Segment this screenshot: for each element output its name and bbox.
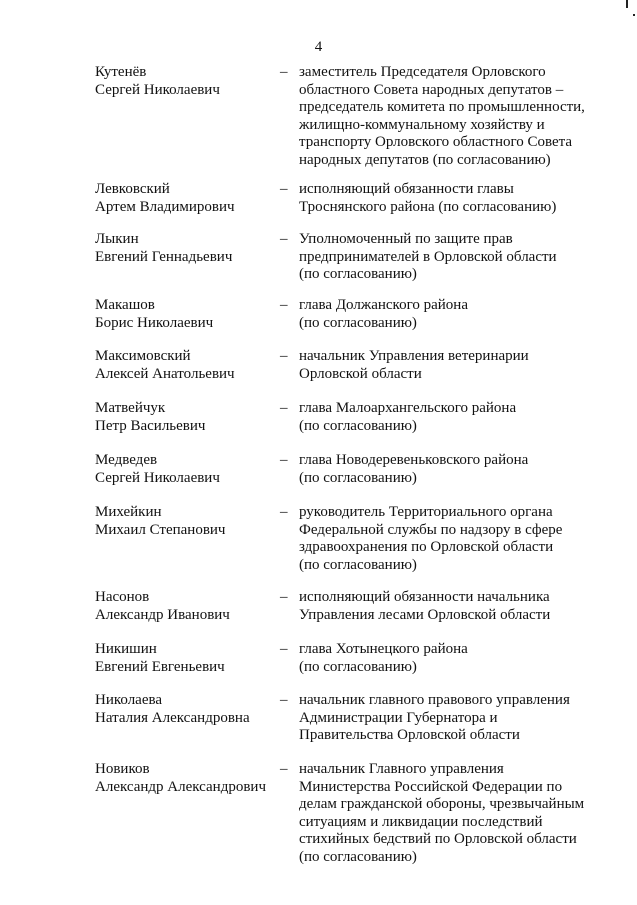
- page-number: 4: [314, 39, 323, 55]
- member-name: [95, 297, 275, 332]
- position-line: транспорту Орловского областного Совета: [299, 134, 573, 151]
- position-line: (по согласованию): [299, 469, 417, 486]
- member-surname: Максимовский: [95, 348, 191, 364]
- member-given-names: Михаил Степанович: [95, 521, 226, 538]
- member-name: [95, 400, 275, 435]
- member-position: [299, 589, 599, 624]
- position-line: заместитель Председателя Орловского: [299, 64, 546, 80]
- position-line: председатель комитета по промышленности,: [299, 99, 585, 116]
- member-position: [299, 231, 599, 284]
- member-name: [95, 692, 275, 727]
- position-line: (по согласованию): [299, 314, 417, 331]
- entry-dash: –: [280, 297, 288, 313]
- entry-dash: –: [280, 231, 288, 247]
- position-line: Министерства Российской Федерации по: [299, 778, 563, 795]
- entry-dash: –: [280, 761, 288, 777]
- position-line: глава Хотынецкого района: [299, 641, 468, 657]
- entry-dash: –: [280, 348, 288, 364]
- member-given-names: Евгений Геннадьевич: [95, 248, 233, 265]
- position-line: жилищно-коммунальному хозяйству и: [299, 116, 545, 133]
- position-line: начальник Управления ветеринарии: [299, 348, 529, 364]
- position-line: руководитель Территориального органа: [299, 504, 553, 520]
- member-surname: Левковский: [95, 181, 170, 197]
- position-line: Правительства Орловской области: [299, 727, 520, 744]
- entry-dash: –: [280, 181, 288, 197]
- position-line: глава Должанского района: [299, 297, 468, 313]
- member-given-names: Александр Александрович: [95, 778, 266, 795]
- member-name: [95, 181, 275, 216]
- scan-artifact: [633, 14, 635, 16]
- position-line: делам гражданской обороны, чрезвычайным: [299, 796, 585, 813]
- entry-dash: –: [280, 641, 288, 657]
- scan-artifact: [626, 0, 628, 8]
- member-surname: Николаева: [95, 692, 163, 708]
- member-name: [95, 761, 275, 796]
- member-name: [95, 589, 275, 624]
- position-line: исполняющий обязанности главы: [299, 181, 514, 197]
- position-line: начальник главного правового управления: [299, 692, 570, 708]
- position-line: стихийных бедствий по Орловской области: [299, 831, 577, 848]
- position-line: начальник Главного управления: [299, 761, 504, 777]
- member-position: [299, 692, 599, 745]
- member-name: [95, 641, 275, 676]
- position-line: Орловской области: [299, 365, 422, 382]
- member-name: [95, 348, 275, 383]
- position-line: Федеральной службы по надзору в сфере: [299, 521, 563, 538]
- position-line: здравоохранения по Орловской области: [299, 539, 554, 556]
- member-surname: Новиков: [95, 761, 150, 777]
- member-position: [299, 400, 599, 435]
- member-position: [299, 297, 599, 332]
- member-name: [95, 452, 275, 487]
- member-name: [95, 231, 275, 266]
- entry-dash: –: [280, 400, 288, 416]
- member-position: [299, 504, 599, 574]
- member-surname: Матвейчук: [95, 400, 166, 416]
- member-position: [299, 641, 599, 676]
- member-position: [299, 348, 599, 383]
- member-surname: Кутенёв: [95, 64, 147, 80]
- member-surname: Макашов: [95, 297, 155, 313]
- member-surname: Лыкин: [95, 231, 139, 247]
- member-given-names: Артем Владимирович: [95, 198, 235, 215]
- member-surname: Медведев: [95, 452, 158, 468]
- position-line: глава Малоархангельского района: [299, 400, 517, 416]
- member-position: [299, 64, 599, 170]
- member-surname: Михейкин: [95, 504, 162, 520]
- member-given-names: Борис Николаевич: [95, 314, 214, 331]
- member-surname: Насонов: [95, 589, 150, 605]
- member-given-names: Алексей Анатольевич: [95, 365, 235, 382]
- member-name: [95, 64, 275, 99]
- member-position: [299, 761, 599, 867]
- position-line: (по согласованию): [299, 556, 417, 573]
- entry-dash: –: [280, 692, 288, 708]
- position-line: (по согласованию): [299, 266, 417, 283]
- position-line: глава Новодеревеньковского района: [299, 452, 529, 468]
- position-line: ситуациям и ликвидации последствий: [299, 813, 543, 830]
- entry-dash: –: [280, 504, 288, 520]
- position-line: (по согласованию): [299, 658, 417, 675]
- member-given-names: Сергей Николаевич: [95, 469, 220, 486]
- entry-dash: –: [280, 589, 288, 605]
- position-line: Управления лесами Орловской области: [299, 606, 551, 623]
- member-given-names: Петр Васильевич: [95, 417, 206, 434]
- member-given-names: Евгений Евгеньевич: [95, 658, 225, 675]
- member-name: [95, 504, 275, 539]
- entry-dash: –: [280, 452, 288, 468]
- member-position: [299, 181, 599, 216]
- position-line: предпринимателей в Орловской области: [299, 248, 557, 265]
- entry-dash: –: [280, 64, 288, 80]
- position-line: Администрации Губернатора и: [299, 709, 498, 726]
- position-line: (по согласованию): [299, 848, 417, 865]
- member-given-names: Александр Иванович: [95, 606, 230, 623]
- position-line: Троснянского района (по согласованию): [299, 198, 557, 215]
- member-given-names: Наталия Александровна: [95, 709, 250, 726]
- position-line: исполняющий обязанности начальника: [299, 589, 550, 605]
- member-position: [299, 452, 599, 487]
- member-given-names: Сергей Николаевич: [95, 81, 220, 98]
- position-line: народных депутатов (по согласованию): [299, 151, 551, 168]
- position-line: (по согласованию): [299, 417, 417, 434]
- member-surname: Никишин: [95, 641, 157, 657]
- position-line: Уполномоченный по защите прав: [299, 231, 513, 247]
- position-line: областного Совета народных депутатов –: [299, 81, 564, 98]
